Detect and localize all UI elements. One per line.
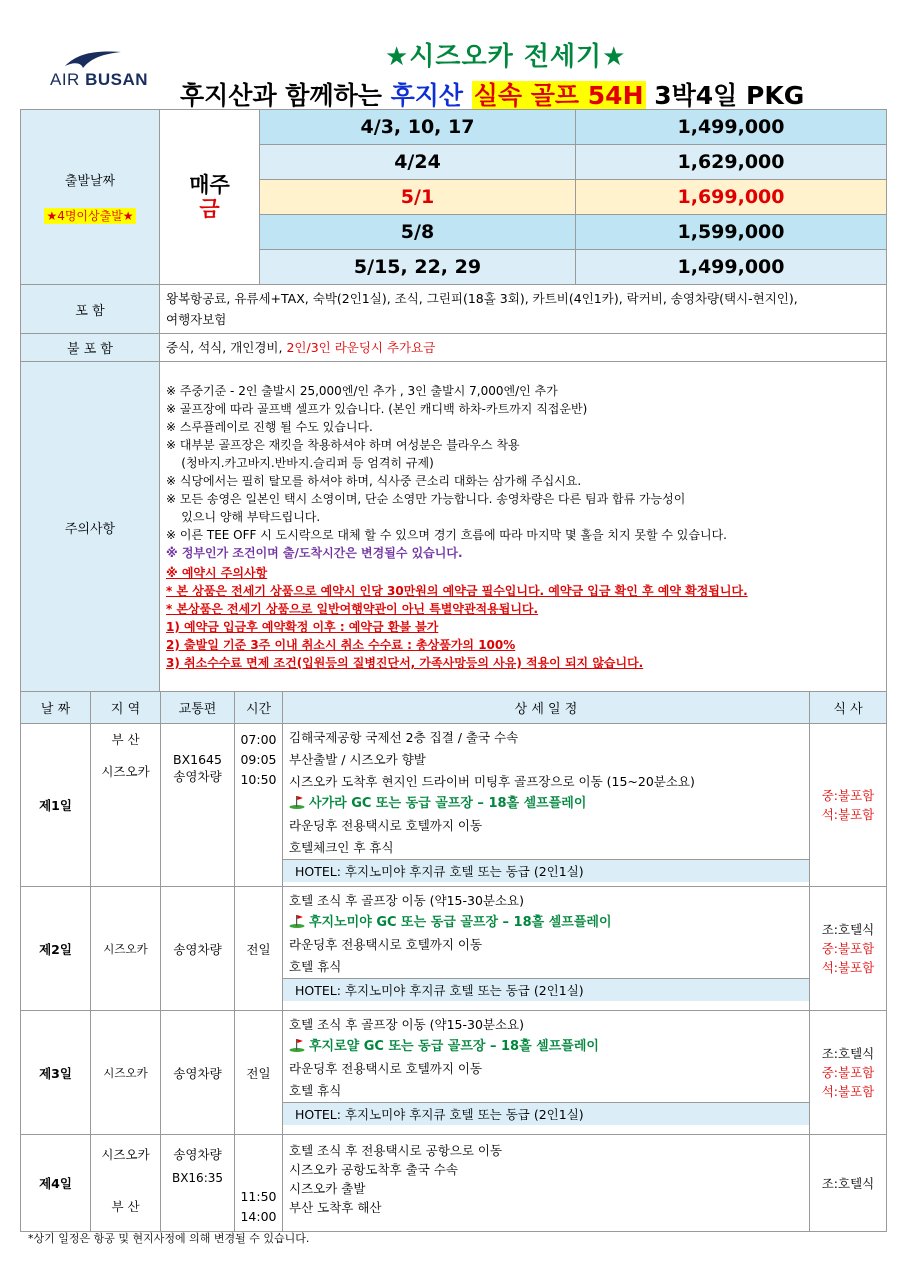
meal: 중:불포함 [821,788,875,803]
meal-cell [810,1135,887,1232]
golf-line [289,793,803,815]
departure-label: 출발날짜 [64,174,116,189]
departure-price: 1,599,000 [576,215,887,250]
detail-line: 부산출발 / 시즈오카 향발 [289,752,426,767]
transport: 송영차량 [161,1011,235,1135]
departure-date: 5/1 [260,180,576,215]
detail-line: 김해국제공항 국제선 2층 집결 / 출국 수속 [289,730,519,745]
region-cell [91,1135,161,1232]
exclude-extra: 2인/3인 라운딩시 추가요금 [286,340,436,355]
note-line: ※ 대부분 골프장은 재킷을 착용하셔야 하며 여성분은 블라우스 착용 [166,438,520,452]
detail-line: 호텔 휴식 [289,959,342,974]
warn-title: ※ 예약시 주의사항 [166,566,268,580]
note-line: ※ 식당에서는 필히 탈모를 하셔야 하며, 식사중 큰소리 대화는 삼가해 주십시요. [166,474,582,488]
price-row [21,110,887,145]
warn-line: 2) 출발일 기준 3주 이내 취소시 취소 수수료 : 총상품가의 100% [166,638,516,652]
detail-line: 호텔 휴식 [289,1083,342,1098]
region-cell [91,724,161,887]
hotel-line: HOTEL: 후지노미야 후지큐 호텔 또는 동급 (2인1실) [283,978,809,1001]
note-line: ※ 주중기준 - 2인 출발시 25,000엔/인 추가 , 3인 출발시 7,000엔/인 추가 [166,384,558,398]
bird-icon [63,48,123,70]
weekly-cell [160,110,260,285]
notes-content [160,362,887,693]
detail-line: 호텔체크인 후 휴식 [289,840,394,855]
detail-line: 호텔 조식 후 골프장 이동 (약15-30분소요) [289,1017,524,1032]
time: 전일 [235,887,283,1011]
header-region: 지 역 [91,692,161,724]
warn-line: 3) 취소수수료 면제 조건(입원등의 질병진단서, 가족사망등의 사유) 적용이 되지 않습니다. [166,656,644,670]
meal: 석:불포함 [821,960,875,975]
region: 시즈오카 [101,764,150,779]
note-line: ※ 이른 TEE OFF 시 도시락으로 대체 할 수 있으며 경기 흐름에 따라 마지막 몇 홀을 치지 못할 수 있습니다. [166,528,727,542]
header-date: 날 짜 [21,692,91,724]
time-cell [235,1135,283,1232]
note-line: 있으니 양해 부탁드립니다. [166,510,321,524]
region: 시즈오카 [91,887,161,1011]
hotel-line: HOTEL: 후지노미야 후지큐 호텔 또는 동급 (2인1실) [283,859,809,882]
transport: BX16:35 [171,1171,224,1185]
region: 부 산 [111,1199,140,1214]
header [0,0,905,112]
logo-busan: BUSAN [85,70,149,89]
include-text [160,285,887,334]
golf-text: 사가라 GC 또는 동급 골프장 – 18홀 셀프플레이 [309,796,587,811]
notes-row [21,362,887,693]
exclude-row [21,334,887,362]
detail-cell [283,1011,810,1135]
golf-icon [289,914,305,928]
subtitle-part-b: 후지산 [390,81,464,110]
warn-line: * 본상품은 전세기 상품으로 일반여행약관이 아닌 특별약관적용됩니다. [166,602,539,616]
day-row [21,1135,887,1232]
subtitle-part-d: 3박4일 PKG [645,81,805,110]
note-line: ※ 스루플레이로 진행 될 수도 있습니다. [166,420,373,434]
time-cell [235,724,283,887]
golf-icon [289,795,305,809]
departure-date: 5/15, 22, 29 [260,250,576,285]
header-detail: 상 세 일 정 [283,692,810,724]
include-row [21,285,887,334]
exclude-main: 중식, 석식, 개인경비, [166,340,287,355]
air-busan-logo [45,48,149,94]
time: 14:00 [240,1209,277,1224]
include-line-1: 왕복항공료, 유류세+TAX, 숙박(2인1실), 조식, 그린피(18홀 3회), 카트비(4인1카), 락커비, 송영차량(택시-현지인), [166,291,798,306]
min-participants: ★4명이상출발★ [46,209,134,223]
warn-line: * 본 상품은 전세기 상품으로 예약시 인당 30만원의 예약금 필수입니다. 예약금 입금 확인 후 예약 확정됩니다. [166,584,748,598]
schedule-table [20,691,887,1232]
departure-date: 5/8 [260,215,576,250]
note-line: ※ 골프장에 따라 골프백 셀프가 있습니다. (본인 캐디백 하차-카트까지 직접운반) [166,402,588,416]
detail-line: 라운딩후 전용택시로 호텔까지 이동 [289,937,483,952]
time: 07:00 [240,732,277,747]
departure-price: 1,499,000 [576,110,887,145]
exclude-text [160,334,887,362]
detail-cell [283,887,810,1011]
header-meal: 식 사 [810,692,887,724]
include-line-2: 여행자보험 [166,312,227,327]
golf-text: 후지노미야 GC 또는 동급 골프장 – 18홀 셀프플레이 [309,915,612,930]
departure-date: 4/24 [260,145,576,180]
transport-cell [161,1135,235,1232]
page-title: ★시즈오카 전세기★ [385,42,627,72]
meal-cell [810,724,887,887]
day-label: 제3일 [21,1011,91,1135]
meal: 중:불포함 [821,941,875,956]
notes-label: 주의사항 [21,362,160,693]
detail-line: 호텔 조식 후 전용택시로 공항으로 이동 [289,1143,503,1158]
exclude-label: 불 포 함 [21,334,160,362]
meal: 석:불포함 [821,807,875,822]
meal: 조:호텔식 [821,1046,875,1061]
transport: 송영차량 [173,1147,222,1162]
departure-label-cell [21,110,160,285]
subtitle-part-a: 후지산과 함께하는 [180,81,391,110]
detail-line: 부산 도착후 해산 [289,1200,382,1215]
departure-price: 1,699,000 [576,180,887,215]
day-row [21,887,887,1011]
meal-cell [810,887,887,1011]
departure-price: 1,629,000 [576,145,887,180]
region: 시즈오카 [91,1011,161,1135]
package-info-table [20,109,887,693]
note-line: (청바지.카고바지.반바지.슬리퍼 등 엄격히 규제) [166,456,434,470]
departure-price: 1,499,000 [576,250,887,285]
meal: 중:불포함 [821,1065,875,1080]
day-label: 제4일 [21,1135,91,1232]
transport: 송영차량 [161,887,235,1011]
detail-line: 호텔 조식 후 골프장 이동 (약15-30분소요) [289,893,524,908]
time: 11:50 [240,1189,277,1204]
footer-note: *상기 일정은 항공 및 현지사정에 의해 변경될 수 있습니다. [28,1232,310,1245]
region: 부 산 [111,732,140,747]
meal: 조:호텔식 [821,922,875,937]
transport: 송영차량 [173,769,222,784]
detail-cell [283,1135,810,1232]
logo-air: AIR [50,70,80,89]
transport-cell [161,724,235,887]
include-label: 포 함 [21,285,160,334]
departure-date: 4/3, 10, 17 [260,110,576,145]
header-transport: 교통편 [161,692,235,724]
page-subtitle [180,76,804,112]
meal: 석:불포함 [821,1084,875,1099]
detail-line: 시즈오카 출발 [289,1181,366,1196]
detail-line: 시즈오카 도착후 현지인 드라이버 미팅후 골프장으로 이동 (15~20분소요) [289,774,695,789]
day-row [21,724,887,887]
warn-line: 1) 예약금 입금후 예약확정 이후 : 예약금 환불 불가 [166,620,439,634]
weekly-label: 매주 [189,173,230,197]
header-time: 시간 [235,692,283,724]
note-line: ※ 모든 송영은 일본인 택시 소영이며, 단순 소영만 가능합니다. 송영차량은 다른 팀과 합류 가능성이 [166,492,686,506]
day-row [21,1011,887,1135]
time: 전일 [235,1011,283,1135]
hotel-line: HOTEL: 후지노미야 후지큐 호텔 또는 동급 (2인1실) [283,1102,809,1125]
detail-line: 시즈오카 공항도착후 출국 수속 [289,1162,458,1177]
time: 10:50 [240,772,277,787]
golf-text: 후지로얄 GC 또는 동급 골프장 – 18홀 셀프플레이 [309,1039,599,1054]
day-label: 제2일 [21,887,91,1011]
detail-line: 라운딩후 전용택시로 호텔까지 이동 [289,1061,483,1076]
golf-icon [289,1038,305,1052]
weekday-label: 금 [199,197,220,221]
schedule-header [21,692,887,724]
golf-line [289,1036,803,1058]
day-label: 제1일 [21,724,91,887]
region: 시즈오카 [101,1147,150,1162]
note-schedule-change: ※ 정부인가 조건이며 출/도착시간은 변경될수 있습니다. [166,546,463,560]
subtitle-highlight: 실속 골프 54H [473,81,644,110]
transport: BX1645 [173,752,222,767]
meal-cell [810,1011,887,1135]
meal: 조:호텔식 [821,1175,875,1191]
golf-line [289,912,803,934]
detail-line: 라운딩후 전용택시로 호텔까지 이동 [289,818,483,833]
time: 09:05 [240,752,277,767]
detail-cell [283,724,810,887]
